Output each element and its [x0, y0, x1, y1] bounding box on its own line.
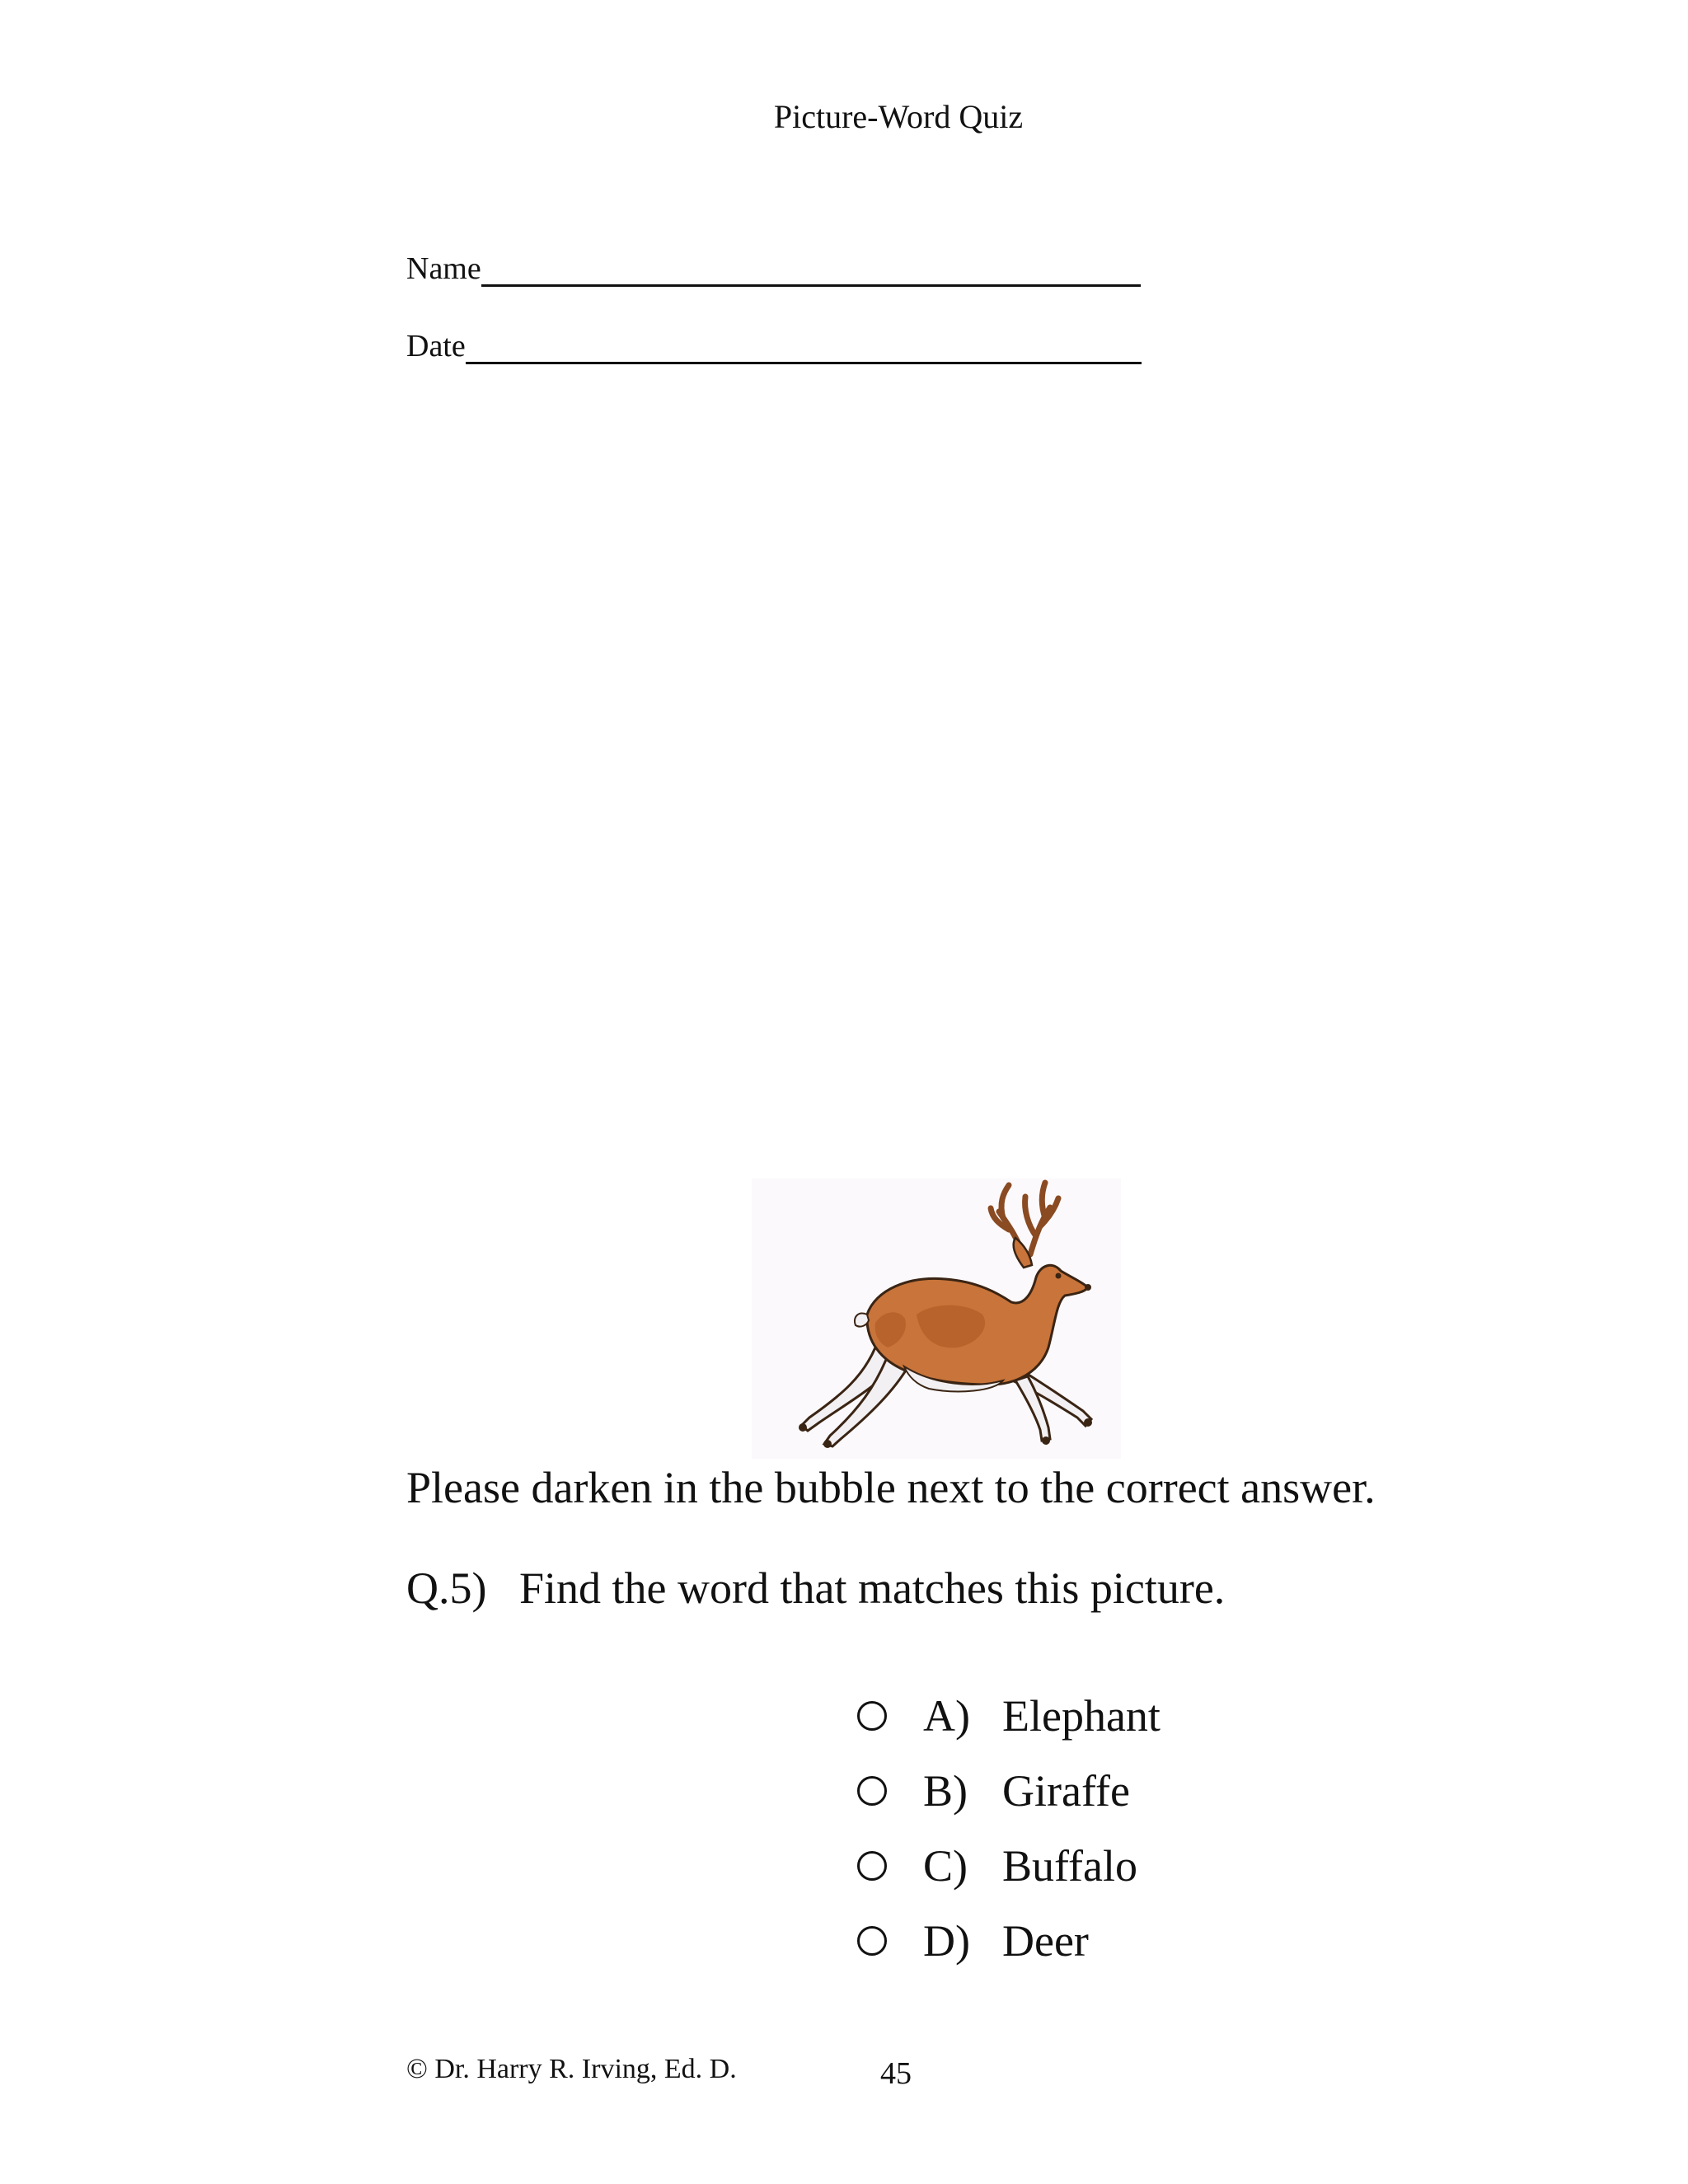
- deer-icon: [752, 1179, 1121, 1459]
- option-letter: A): [923, 1690, 970, 1741]
- option-b[interactable]: [857, 1753, 1160, 1828]
- option-letter: B): [923, 1765, 968, 1816]
- option-a[interactable]: [857, 1678, 1160, 1753]
- option-text: Buffalo: [1002, 1840, 1137, 1891]
- name-field: [406, 251, 1141, 287]
- option-d[interactable]: [857, 1903, 1160, 1978]
- deer-illustration: [752, 1179, 1121, 1459]
- answer-bubble-a[interactable]: [857, 1701, 887, 1731]
- option-text: Giraffe: [1002, 1765, 1130, 1816]
- question-prompt: [406, 1563, 1225, 1614]
- question-number: Q.5): [406, 1563, 487, 1613]
- name-blank-line[interactable]: [481, 256, 1141, 287]
- copyright-notice: © Dr. Harry R. Irving, Ed. D.: [406, 2054, 737, 2084]
- answer-bubble-d[interactable]: [857, 1926, 887, 1956]
- answer-options: [857, 1678, 1160, 1978]
- name-label: Name: [406, 251, 481, 286]
- option-letter: D): [923, 1915, 970, 1966]
- page-title: Picture-Word Quiz: [773, 98, 1024, 135]
- question-text: Find the word that matches this picture.: [518, 1563, 1226, 1613]
- date-blank-line[interactable]: [466, 334, 1142, 364]
- option-c[interactable]: [857, 1828, 1160, 1903]
- instructions-text: Please darken in the bubble next to the correct answer.: [406, 1463, 1376, 1512]
- answer-bubble-b[interactable]: [857, 1776, 887, 1806]
- option-text: Elephant: [1002, 1690, 1160, 1741]
- option-letter: C): [923, 1840, 968, 1891]
- date-field: [406, 328, 1142, 364]
- answer-bubble-c[interactable]: [857, 1851, 887, 1881]
- date-label: Date: [406, 329, 466, 363]
- option-text: Deer: [1002, 1915, 1089, 1966]
- page-number: 45: [880, 2056, 912, 2091]
